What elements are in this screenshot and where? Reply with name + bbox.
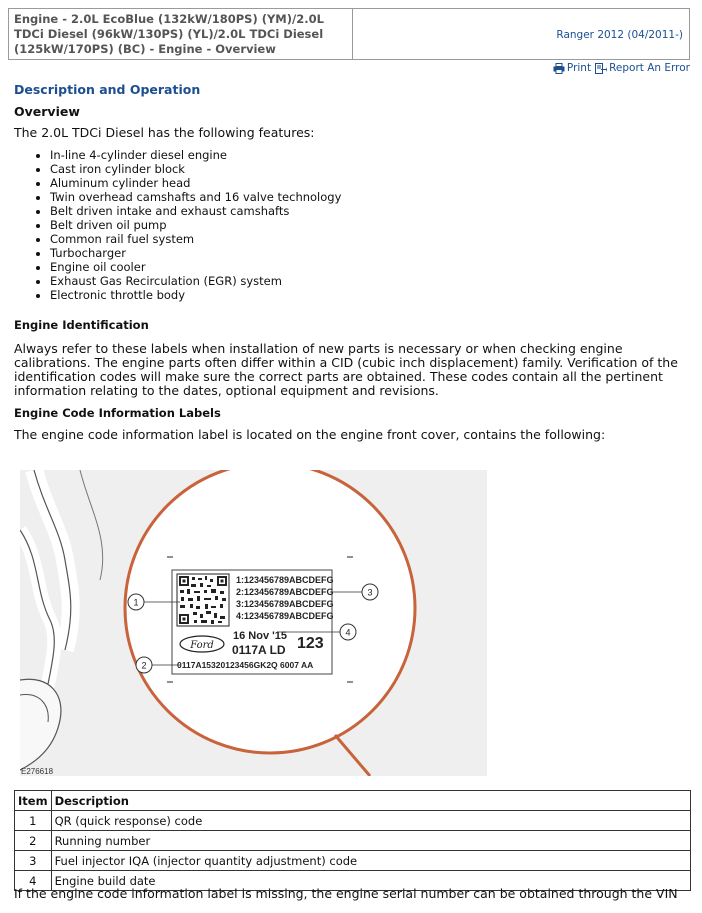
table-cell-description: Engine build date [51,871,690,891]
callout-2: 2 [141,660,147,671]
label-build-date: 16 Nov '15 [233,630,287,642]
document-body [14,82,690,442]
list-item: • Cast iron cylinder block [50,162,690,176]
engine-label-illustration [20,470,487,776]
label-code-line-3: 3:123456789ABCDEFG [236,599,334,609]
vehicle-model: Ranger 2012 (04/2011-) [556,29,683,41]
table-row [15,831,691,851]
table-cell-item: 1 [15,811,52,831]
overview-intro: The 2.0L TDCi Diesel has the following features: [14,125,315,140]
table-cell-item: 2 [15,831,52,851]
table-header-row [15,791,691,811]
table-row [15,851,691,871]
list-item: • Belt driven oil pump [50,218,690,232]
table-cell-item: 3 [15,851,52,871]
engine-identification-heading: Engine Identification [14,318,149,332]
document-actions [553,62,690,74]
callout-1: 1 [133,597,139,608]
table-cell-description: Running number [51,831,690,851]
table-cell-item: 4 [15,871,52,891]
document-header [8,8,690,60]
list-item: • Turbocharger [50,246,690,260]
column-header-item: Item [15,791,52,811]
figure-id: E276618 [21,767,54,776]
table-cell-description: Fuel injector IQA (injector quantity adjustment) code [51,851,690,871]
footer-paragraph: If the engine code information label is missing, the engine serial number can be obtained through the VIN [14,886,678,901]
callout-3: 3 [367,587,373,598]
ford-logo: Ford [190,640,214,651]
print-label: Print [566,62,592,74]
list-item: • In-line 4-cylinder diesel engine [50,148,690,162]
table-cell-description: QR (quick response) code [51,811,690,831]
engine-code-labels-body: The engine code information label is located on the engine front cover, contains the following: [14,427,606,442]
list-item: • Belt driven intake and exhaust camshafts [50,204,690,218]
label-iqa-code: 123 [297,635,324,652]
report-error-label: Report An Error [609,62,690,74]
label-code-line-2: 2:123456789ABCDEFG [236,587,334,597]
list-item: • Twin overhead camshafts and 16 valve technology [50,190,690,204]
list-item: • Exhaust Gas Recirculation (EGR) system [50,274,690,288]
label-engine-code: 0117A LD [232,643,286,657]
feature-list [14,148,690,302]
engine-code-labels-heading: Engine Code Information Labels [14,406,221,420]
label-code-line-1: 1:123456789ABCDEFG [236,575,334,585]
list-item: • Engine oil cooler [50,260,690,274]
label-code-line-4: 4:123456789ABCDEFG [236,611,334,621]
engine-identification-body: Always refer to these labels when installation of new parts is necessary or when checking engine calibrations. The engine parts often differ within a CID (cubic inch displacement) family. Verification of the identification codes will make sure the correct parts are obtained. These codes contain all the pertinent information relating to the dates, optional equipment and revisions. [14,341,678,398]
report-icon [595,63,607,74]
list-item: • Aluminum cylinder head [50,176,690,190]
table-row [15,811,691,831]
item-description-table [14,790,691,891]
document-title: Engine - 2.0L EcoBlue (132kW/180PS) (YM)/2.0L TDCi Diesel (96kW/130PS) (YL)/2.0L TDCi Diesel (125kW/170PS) (BC) - Engine - Overview [9,9,353,59]
column-header-description: Description [51,791,690,811]
callout-4: 4 [345,627,351,638]
overview-heading: Overview [14,104,80,119]
printer-icon [553,63,565,74]
label-serial-number: 0117A15320123456GK2Q 6007 AA [177,660,314,670]
print-link[interactable] [553,62,591,74]
report-error-link[interactable] [595,62,690,74]
list-item: • Electronic throttle body [50,288,690,302]
list-item: • Common rail fuel system [50,232,690,246]
section-title: Description and Operation [14,82,201,97]
